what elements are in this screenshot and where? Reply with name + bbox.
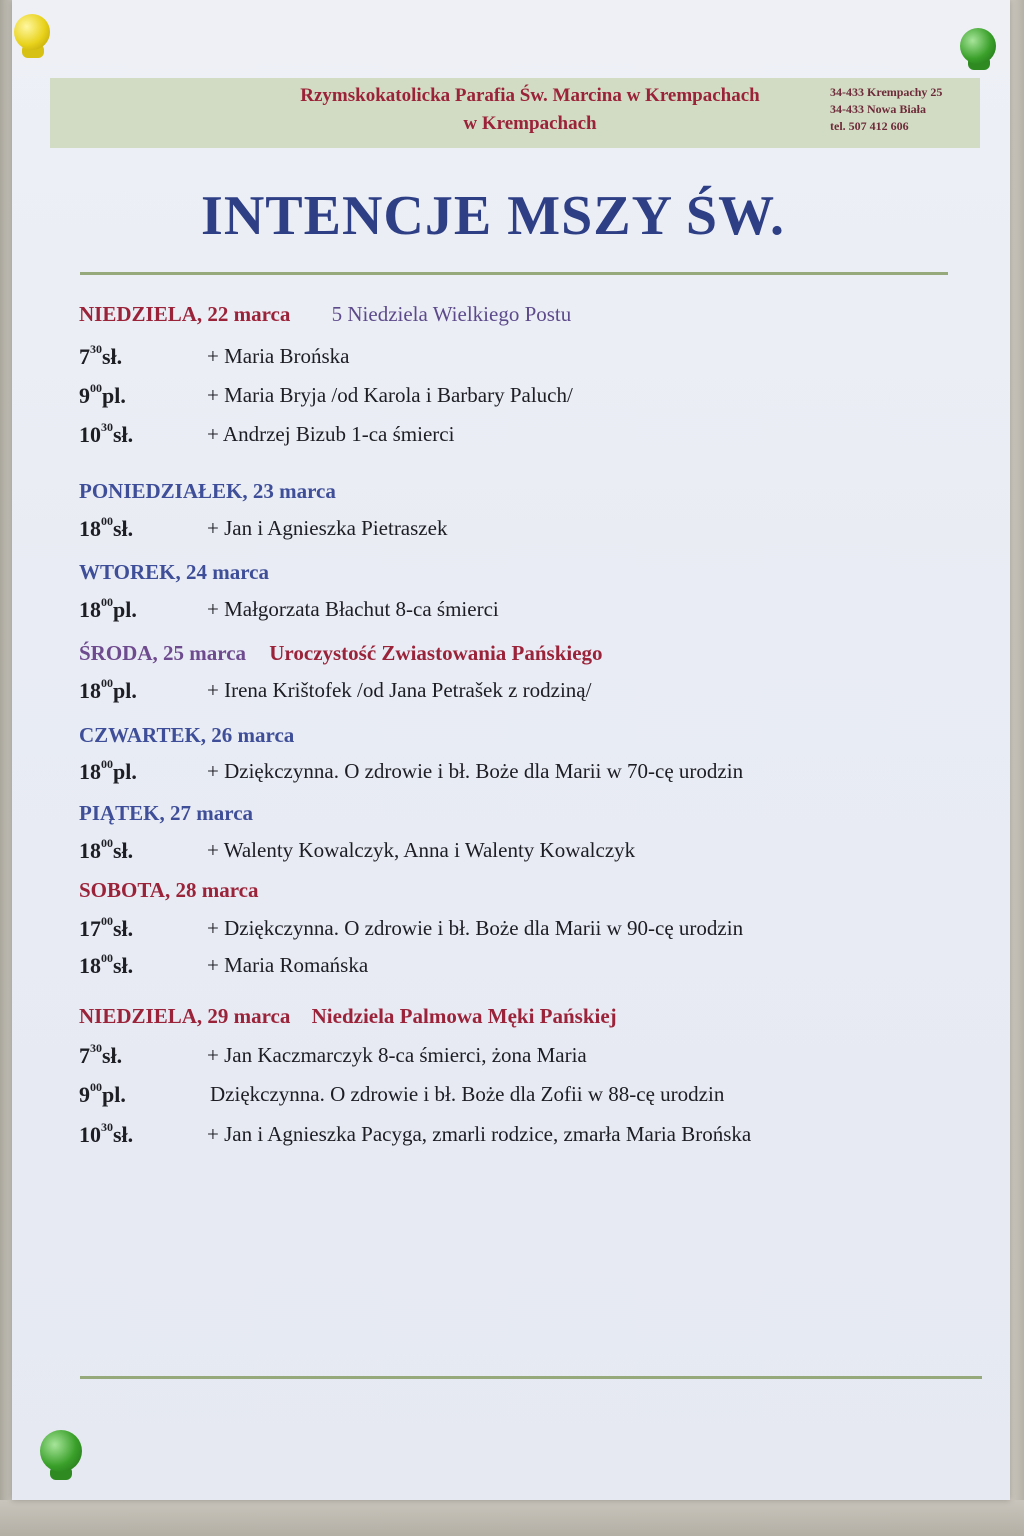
- top-divider: [80, 272, 948, 275]
- feast-name: 5 Niedziela Wielkiego Postu: [331, 302, 572, 326]
- mass-time: $18^{00}pl$.: [79, 756, 137, 784]
- page-title: INTENCJE MSZY ŚW.: [201, 185, 785, 247]
- day-name: NIEDZIELA, 29 marca: [79, 1004, 291, 1028]
- day-name: SOBOTA, 28 marca: [79, 878, 259, 902]
- day-heading: [79, 1004, 617, 1029]
- parish-phone: tel. 507 412 606: [830, 119, 909, 133]
- day-heading: [79, 723, 294, 748]
- day-heading: [79, 479, 336, 504]
- mass-intention: + Maria Bryja /od Karola i Barbary Paluch/: [207, 383, 573, 407]
- parish-address: [830, 84, 980, 135]
- mass-intention: + Jan i Agnieszka Pietraszek: [207, 516, 448, 540]
- day-heading: [79, 302, 571, 327]
- mass-time: $7^{30}sł$.: [79, 1040, 123, 1068]
- feast-name: Uroczystość Zwiastowania Pańskiego: [269, 641, 603, 665]
- mass-time: $10^{30}sł$.: [79, 1119, 134, 1147]
- day-heading: [79, 878, 258, 903]
- parish-name-line1: Rzymskokatolicka Parafia Św. Marcina w Krempachach: [300, 85, 760, 106]
- mass-intention: + Małgorzata Błachut 8-ca śmierci: [207, 597, 499, 621]
- mass-intention: + Jan Kaczmarczyk 8-ca śmierci, żona Maria: [207, 1043, 587, 1067]
- mass-intention: + Walenty Kowalczyk, Anna i Walenty Kowalczyk: [207, 838, 636, 862]
- mass-intention: + Dziękczynna. O zdrowie i bł. Boże dla Marii w 70-cę urodzin: [207, 759, 744, 783]
- mass-time: $18^{00}sł$.: [79, 950, 134, 978]
- mass-intention: + Maria Romańska: [207, 953, 369, 977]
- parish-name: [230, 82, 830, 138]
- mass-time: $9^{00}pl$.: [79, 380, 126, 408]
- mass-time: $7^{30}sł$.: [79, 341, 123, 369]
- mass-intention: + Andrzej Bizub 1-ca śmierci: [207, 422, 455, 446]
- day-name: NIEDZIELA, 22 marca: [79, 302, 291, 326]
- mass-time: $17^{00}sł$.: [79, 913, 134, 941]
- mass-time: $18^{00}pl$.: [79, 675, 137, 703]
- address-line2: 34-433 Nowa Biała: [830, 102, 926, 116]
- board-right-edge: [1010, 0, 1024, 1536]
- green-pushpin-icon: [960, 28, 996, 64]
- address-line1: 34-433 Krempachy 25: [830, 85, 943, 99]
- day-heading: [79, 641, 603, 666]
- bottom-divider: [80, 1376, 982, 1379]
- mass-time: $18^{00}sł$.: [79, 835, 134, 863]
- mass-intention: Dziękczynna. O zdrowie i bł. Boże dla Zofii w 88-cę urodzin: [210, 1082, 725, 1106]
- day-name: WTOREK, 24 marca: [79, 560, 269, 584]
- day-name: PONIEDZIAŁEK, 23 marca: [79, 479, 336, 503]
- mass-intention: + Dziękczynna. O zdrowie i bł. Boże dla Marii w 90-cę urodzin: [207, 916, 744, 940]
- day-name: CZWARTEK, 26 marca: [79, 723, 295, 747]
- mass-intention: + Irena Krištofek /od Jana Petrašek z rodziną/: [207, 678, 592, 702]
- day-name: ŚRODA, 25 marca: [79, 641, 247, 665]
- day-heading: [79, 801, 253, 826]
- mass-time: $10^{30}sł$.: [79, 419, 134, 447]
- feast-name: Niedziela Palmowa Męki Pańskiej: [311, 1004, 617, 1028]
- day-heading: [79, 560, 269, 585]
- mass-intention: + Maria Brońska: [207, 344, 350, 368]
- mass-time: $18^{00}pl$.: [79, 594, 137, 622]
- day-name: PIĄTEK, 27 marca: [79, 801, 254, 825]
- mass-intention: + Jan i Agnieszka Pacyga, zmarli rodzice, zmarła Maria Brońska: [207, 1122, 752, 1146]
- green-pushpin-icon: [40, 1430, 82, 1472]
- parish-name-line2: w Krempachach: [463, 113, 597, 134]
- yellow-pushpin-icon: [14, 14, 50, 50]
- mass-time: $9^{00}pl$.: [79, 1079, 126, 1107]
- mass-time: $18^{00}sł$.: [79, 513, 134, 541]
- board-bottom-edge: [0, 1500, 1024, 1536]
